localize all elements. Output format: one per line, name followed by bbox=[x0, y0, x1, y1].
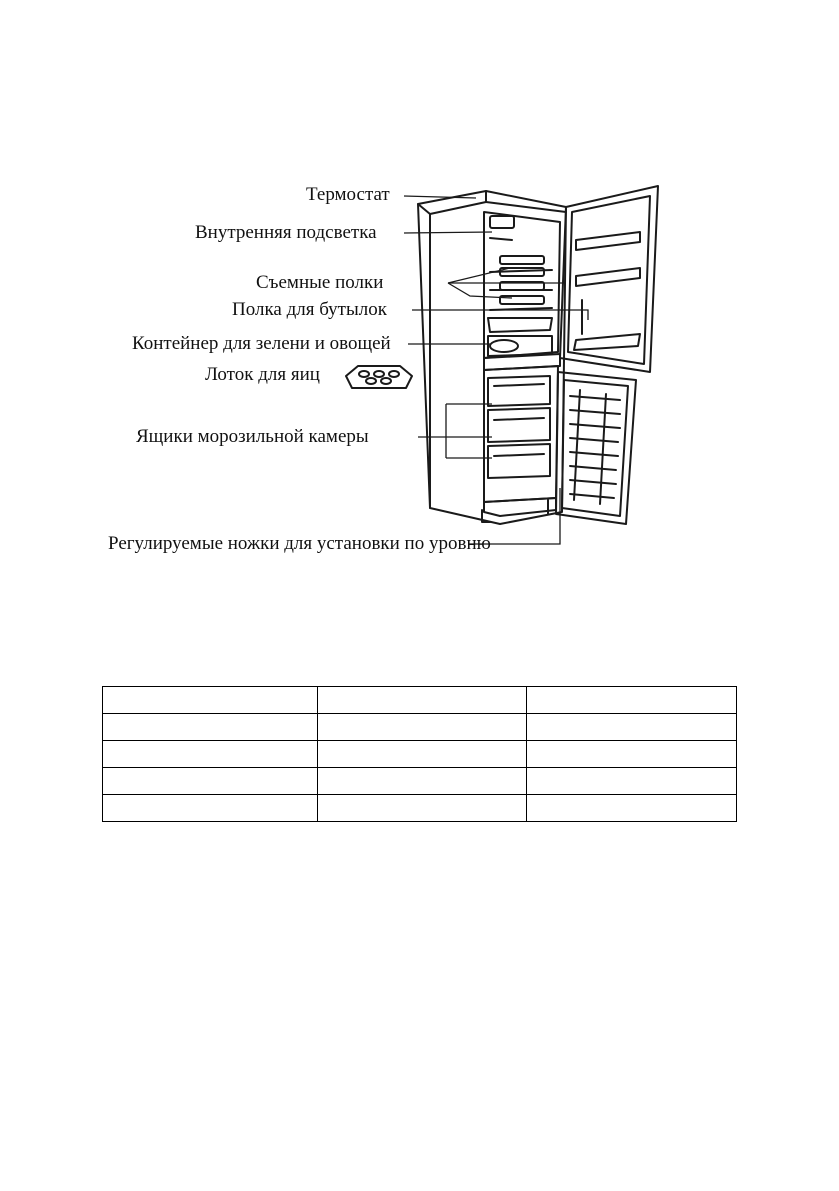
label-thermostat: Термостат bbox=[306, 184, 390, 205]
label-bottle-shelf: Полка для бутылок bbox=[232, 299, 387, 320]
table-cell bbox=[527, 741, 737, 768]
label-adjustable-feet: Регулируемые ножки для установки по уровню bbox=[108, 533, 491, 554]
table-row bbox=[103, 741, 737, 768]
table-cell bbox=[527, 768, 737, 795]
table-cell bbox=[103, 714, 318, 741]
table-row bbox=[103, 687, 737, 714]
label-internal-light: Внутренняя подсветка bbox=[195, 222, 377, 243]
table-cell bbox=[318, 768, 527, 795]
table-cell bbox=[527, 795, 737, 822]
label-crisper: Контейнер для зелени и овощей bbox=[132, 333, 391, 354]
table-cell bbox=[103, 741, 318, 768]
table-cell bbox=[318, 687, 527, 714]
table-row bbox=[103, 714, 737, 741]
label-removable-shelves: Съемные полки bbox=[256, 272, 384, 293]
table-cell bbox=[103, 687, 318, 714]
label-freezer-drawers: Ящики морозильной камеры bbox=[136, 426, 369, 447]
spec-table bbox=[102, 686, 737, 822]
label-egg-tray: Лоток для яиц bbox=[205, 364, 320, 385]
table-cell bbox=[527, 714, 737, 741]
table-row bbox=[103, 795, 737, 822]
table-row bbox=[103, 768, 737, 795]
table-cell bbox=[103, 768, 318, 795]
table-cell bbox=[318, 741, 527, 768]
table-cell bbox=[103, 795, 318, 822]
table-cell bbox=[527, 687, 737, 714]
table-cell bbox=[318, 795, 527, 822]
table-cell bbox=[318, 714, 527, 741]
